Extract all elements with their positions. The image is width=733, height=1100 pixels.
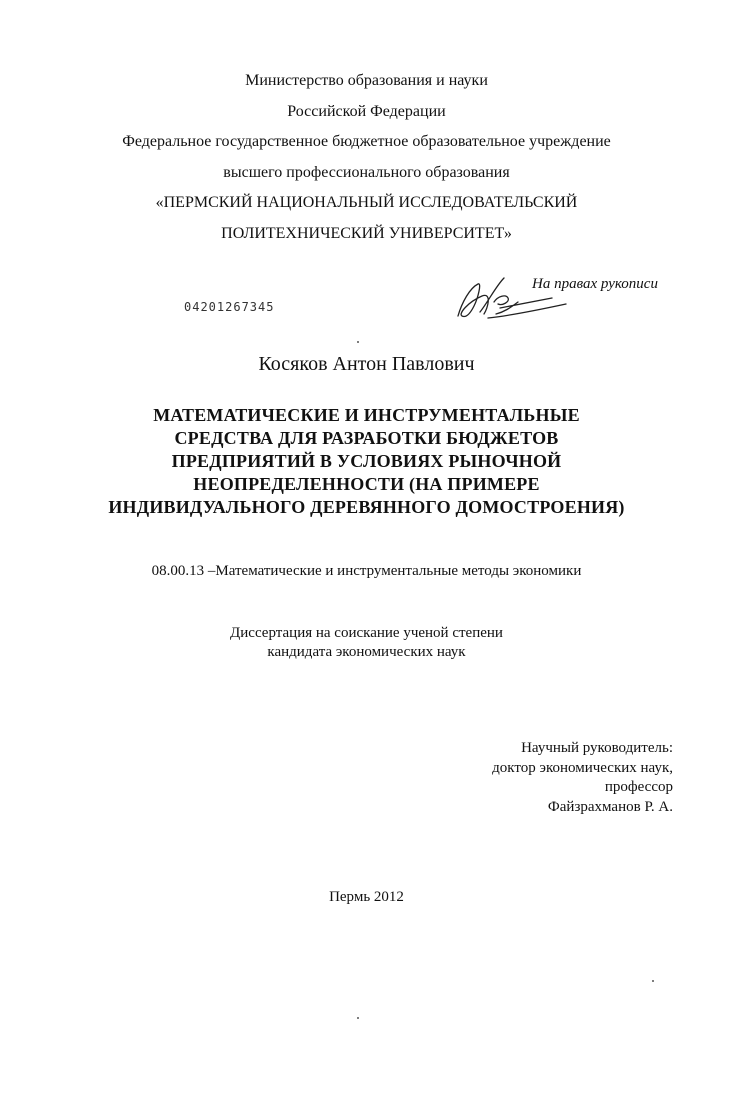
degree-line-2: кандидата экономических наук (267, 644, 466, 660)
degree-statement (0, 624, 733, 662)
manuscript-row (0, 270, 733, 330)
supervisor-name: Файзрахманов Р. А. (547, 798, 673, 815)
scan-speck (357, 341, 359, 343)
header-line-federation: Российской Федерации (287, 102, 446, 120)
header-line-university-name-1: «ПЕРМСКИЙ НАЦИОНАЛЬНЫЙ ИССЛЕДОВАТЕЛЬСКИЙ (155, 194, 578, 211)
title-line-4: НЕОПРЕДЕЛЕННОСТИ (НА ПРИМЕРЕ (193, 474, 540, 494)
city-year: Пермь 2012 (329, 889, 404, 905)
title-line-1: МАТЕМАТИЧЕСКИЕ И ИНСТРУМЕНТАЛЬНЫЕ (153, 405, 580, 425)
title-line-2: СРЕДСТВА ДЛЯ РАЗРАБОТКИ БЮДЖЕТОВ (174, 428, 559, 448)
header-line-university-name-2: ПОЛИТЕХНИЧЕСКИЙ УНИВЕРСИТЕТ» (221, 224, 512, 242)
specialty-code: 08.00.13 –Математические и инструментальные методы экономики (151, 563, 582, 579)
header-line-institution-type: Федеральное государственное бюджетное образовательное учреждение (122, 133, 611, 150)
scan-speck (357, 1017, 359, 1019)
inventory-number: 04201267345 (184, 300, 275, 314)
degree-line-1: Диссертация на соискание ученой степени (230, 625, 503, 641)
supervisor-rank: профессор (604, 779, 673, 795)
supervisor-heading: Научный руководитель: (521, 740, 673, 756)
scan-speck (652, 980, 654, 982)
supervisor-block (492, 739, 673, 817)
title-line-5: ИНДИВИДУАЛЬНОГО ДЕРЕВЯННОГО ДОМОСТРОЕНИЯ) (108, 497, 625, 517)
dissertation-title (80, 404, 653, 519)
header-line-education-level: высшего профессионального образования (223, 163, 510, 181)
institution-header (60, 66, 673, 249)
author-name: Косяков Антон Павлович (258, 353, 475, 375)
title-line-3: ПРЕДПРИЯТИЙ В УСЛОВИЯХ РЫНОЧНОЙ (171, 451, 562, 471)
header-line-ministry: Министерство образования и науки (245, 72, 488, 89)
supervisor-degree: доктор экономических наук, (492, 759, 673, 776)
manuscript-label: На правах рукописи (532, 276, 658, 292)
